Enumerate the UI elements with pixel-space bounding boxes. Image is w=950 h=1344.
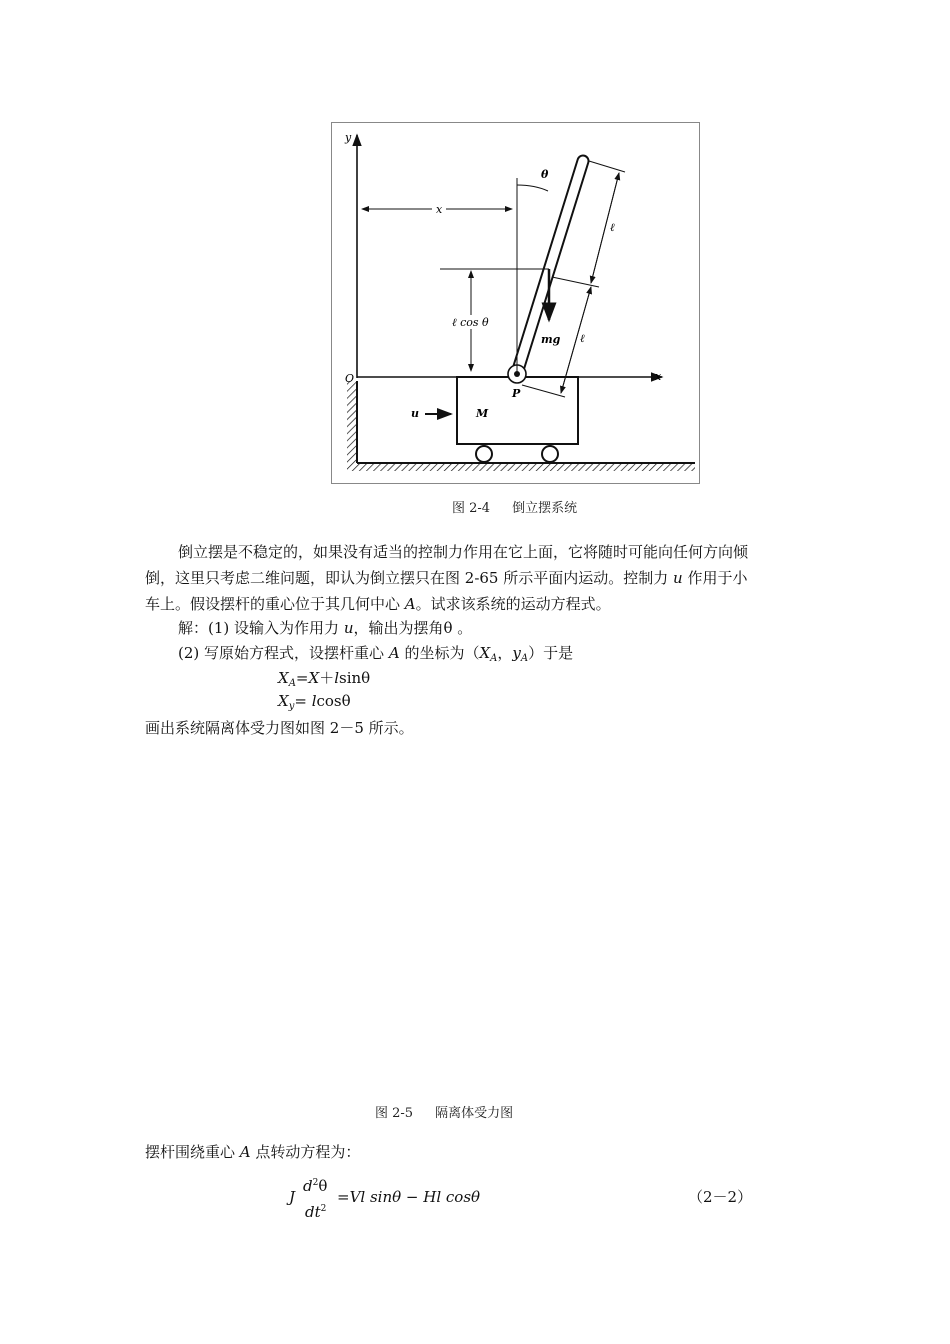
mass-label: M xyxy=(476,407,489,420)
equation-number: （2－2） xyxy=(688,1188,753,1206)
paragraph-1-line-1: 倒立摆是不稳定的，如果没有适当的控制力作用在它上面，它将随时可能向任何方向倾 xyxy=(178,543,749,561)
figure1-caption xyxy=(452,497,577,516)
wall-hatch xyxy=(347,381,357,463)
paragraph-1-line-3: 车上。假设摆杆的重心位于其几何中心 A。试求该系统的运动方程式。 xyxy=(145,595,611,613)
eq-numerator: $d^2\theta$ xyxy=(303,1177,328,1195)
y-axis-label: y xyxy=(345,131,352,144)
figure2-caption-text: 隔离体受力图 xyxy=(435,1106,514,1121)
paragraph-1-line-2: 倒，这里只考虑二维问题，即认为倒立摆只在图 2-65 所示平面内运动。控制力 u 作用于小 xyxy=(145,569,748,587)
equation-xa: $X_A=X+lsin\theta$ xyxy=(278,669,371,689)
figure2-caption-number: 图 2-5 xyxy=(375,1106,414,1121)
figure2-caption xyxy=(375,1102,513,1121)
eq-j: J xyxy=(289,1188,296,1206)
ell-top-dimension-up xyxy=(591,173,619,283)
force-label: u xyxy=(411,407,419,420)
eq-denominator: $dt^2$ xyxy=(305,1203,327,1221)
theta-label: θ xyxy=(541,168,549,181)
ell-bottom-label: ℓ xyxy=(580,332,585,345)
eq-rhs: =Vl sinθ − Hl cosθ xyxy=(337,1188,481,1206)
lcos-label: ℓ cos θ xyxy=(452,316,489,329)
bottom-extension xyxy=(522,385,565,397)
solution-step-1: 解：(1) 设输入为作用力 u，输出为摆角θ 。 xyxy=(178,619,473,637)
figure1-caption-text: 倒立摆系统 xyxy=(512,501,578,516)
rotation-intro: 摆杆围绕重心 A 点转动方程为： xyxy=(145,1143,361,1161)
ell-top-label: ℓ xyxy=(610,221,615,234)
origin-label: O xyxy=(345,372,355,385)
gravity-label: mg xyxy=(541,333,561,346)
theta-arc xyxy=(517,185,548,191)
inverted-pendulum-figure xyxy=(331,122,700,484)
paragraph-4: 画出系统隔离体受力图如图 2－5 所示。 xyxy=(145,719,414,737)
x-dimension-label: x xyxy=(436,203,443,216)
equation-xy: $X_y= lcos\theta$ xyxy=(278,692,351,712)
inverted-pendulum-diagram xyxy=(332,123,699,483)
cart-wheel-left xyxy=(476,446,492,462)
cart-wheel-right xyxy=(542,446,558,462)
floor-hatch xyxy=(347,463,695,471)
figure1-caption-number: 图 2-4 xyxy=(452,501,491,516)
top-extension xyxy=(589,161,625,172)
x-axis-label: x xyxy=(655,370,662,383)
solution-step-2: (2) 写原始方程式，设摆杆重心 A 的坐标为（$X_A$，$y_A$）于是 xyxy=(178,644,574,664)
pivot-label: P xyxy=(512,387,521,400)
